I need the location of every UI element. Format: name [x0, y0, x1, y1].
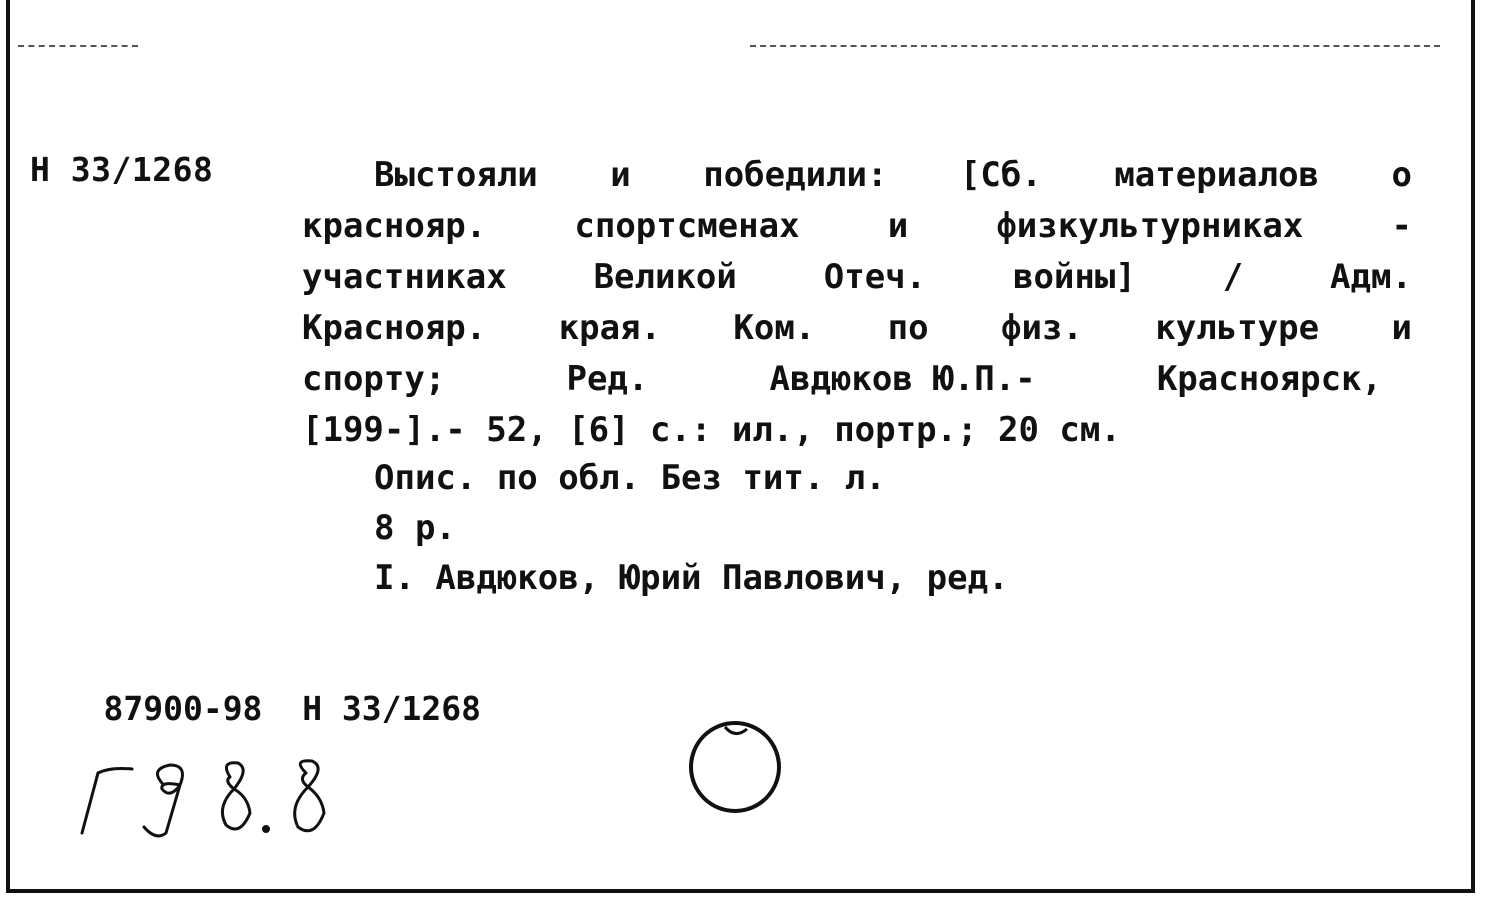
word: Краснояр.	[302, 308, 487, 348]
word: физ.	[1001, 308, 1083, 348]
footer-numbers	[24, 650, 481, 767]
word: спорту;	[302, 359, 446, 399]
word: по	[887, 308, 929, 348]
word: [Сб.	[959, 155, 1042, 195]
description-line-5	[302, 354, 1382, 405]
word: участниках	[302, 257, 507, 297]
word: спортсменах	[574, 206, 800, 246]
word: Выстояли	[374, 155, 538, 195]
word: Великой	[593, 257, 737, 297]
description-line-4	[302, 303, 1412, 354]
inventory-number: 87900-98	[103, 689, 263, 728]
word: края.	[558, 308, 661, 348]
handwritten-classification-mark	[70, 755, 350, 855]
word: Ред.	[566, 359, 649, 399]
top-rule-left	[18, 45, 138, 47]
bibliographic-description	[302, 150, 1412, 456]
word: и	[887, 206, 909, 246]
word: краснояр.	[302, 206, 487, 246]
word: и	[1391, 308, 1412, 348]
word: культуре	[1155, 308, 1320, 348]
description-line-1	[302, 150, 1412, 201]
description-line-2	[302, 201, 1412, 252]
word: /	[1222, 257, 1244, 297]
word: Адм.	[1330, 257, 1412, 297]
word: физкультурниках	[996, 206, 1304, 246]
top-rule-right	[750, 45, 1440, 47]
word: материалов	[1114, 155, 1320, 195]
catalog-card	[6, 0, 1475, 893]
word: -	[1391, 206, 1412, 246]
description-line-6	[302, 405, 1412, 456]
note-description: Опис. по обл. Без тит. л.	[374, 458, 886, 498]
footer-call-number: Н 33/1268	[302, 689, 481, 728]
added-entry: I. Авдюков, Юрий Павлович, ред.	[374, 558, 1009, 598]
word: войны]	[1012, 257, 1136, 297]
word: Авдюков Ю.П.-	[769, 359, 1036, 399]
word: о	[1391, 155, 1412, 195]
description-line-3	[302, 252, 1412, 303]
imprint-collation: [199-].- 52, [6] с.: ил., портр.; 20 см.	[302, 410, 1121, 450]
word: победили:	[703, 155, 888, 195]
word: Красноярск,	[1156, 359, 1382, 399]
punch-hole	[685, 715, 785, 815]
word: Отеч.	[823, 257, 927, 297]
word: Ком.	[733, 308, 816, 348]
price: 8 р.	[374, 508, 456, 548]
call-number: Н 33/1268	[30, 150, 214, 189]
word: и	[610, 155, 631, 195]
